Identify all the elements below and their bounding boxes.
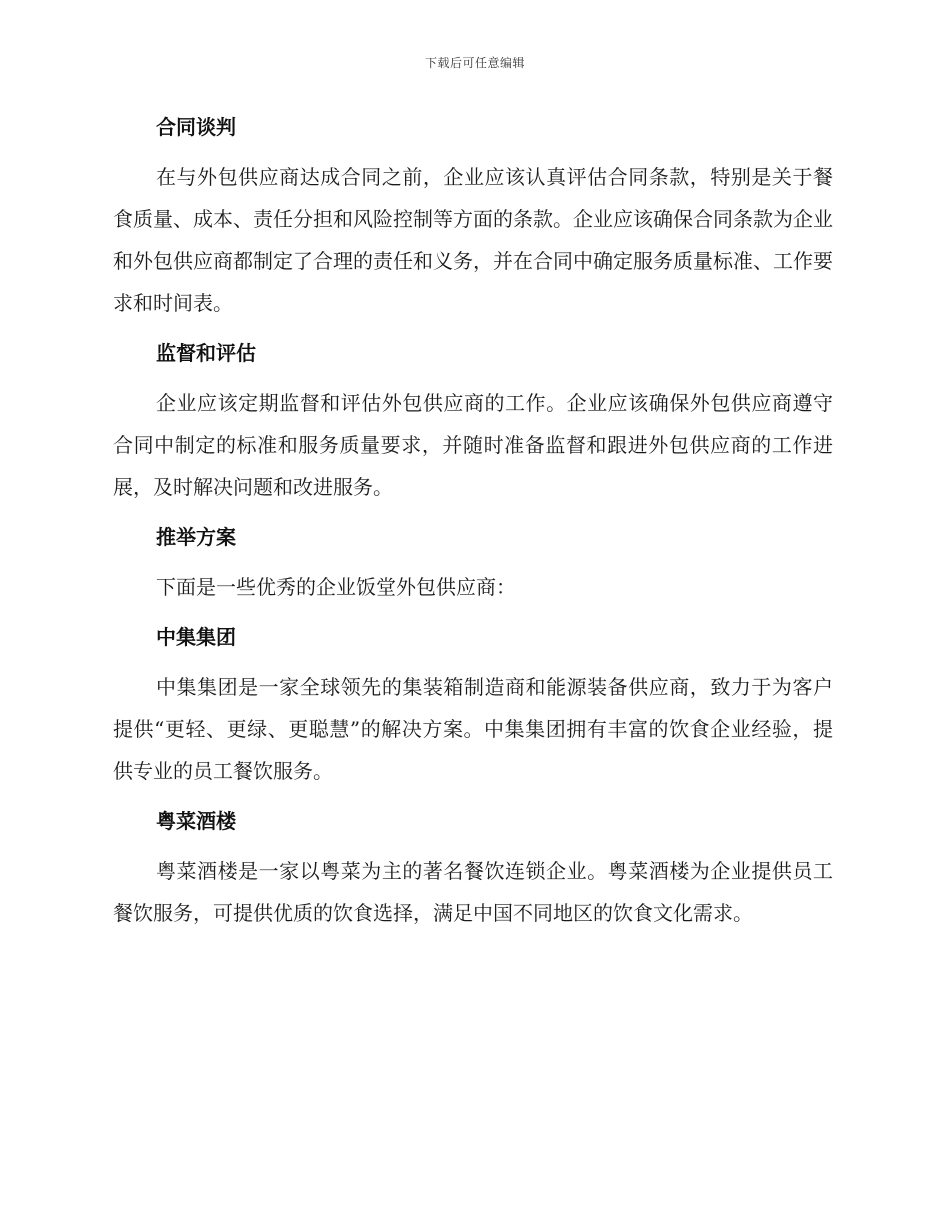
- section-paragraph-recommendation: 下面是一些优秀的企业饭堂外包供应商：: [156, 575, 516, 599]
- section-heading-supervision: 监督和评估: [156, 341, 256, 365]
- section-paragraph-contract-negotiation: 在与外包供应商达成合同之前，企业应该认真评估合同条款，特别是关于餐食质量、成本、责任分担和风险控制等方面的条款。企业应该确保合同条款为企业和外包供应商都制定了合理的责任和义务，并在合同中确定服务质量标准、工作要求和时间表。: [113, 165, 833, 315]
- document-body: [113, 106, 833, 942]
- section-heading-cantonese-restaurant: 粤菜酒楼: [156, 809, 236, 833]
- section-heading-cimc: 中集集团: [156, 625, 236, 649]
- section-heading-contract-negotiation: 合同谈判: [156, 115, 236, 139]
- section-paragraph-cantonese-restaurant: 粤菜酒楼是一家以粤菜为主的著名餐饮连锁企业。粤菜酒楼为企业提供员工餐饮服务，可提供优质的饮食选择，满足中国不同地区的饮食文化需求。: [113, 859, 833, 925]
- section-paragraph-supervision: 企业应该定期监督和评估外包供应商的工作。企业应该确保外包供应商遵守合同中制定的标准和服务质量要求，并随时准备监督和跟进外包供应商的工作进展，及时解决问题和改进服务。: [113, 391, 833, 499]
- page-header: 下载后可任意编辑: [424, 56, 525, 70]
- section-heading-recommendation: 推举方案: [156, 525, 236, 549]
- section-paragraph-cimc: 中集集团是一家全球领先的集装箱制造商和能源装备供应商，致力于为客户提供“更轻、更绿、更聪慧”的解决方案。中集集团拥有丰富的饮食企业经验，提供专业的员工餐饮服务。: [113, 675, 833, 783]
